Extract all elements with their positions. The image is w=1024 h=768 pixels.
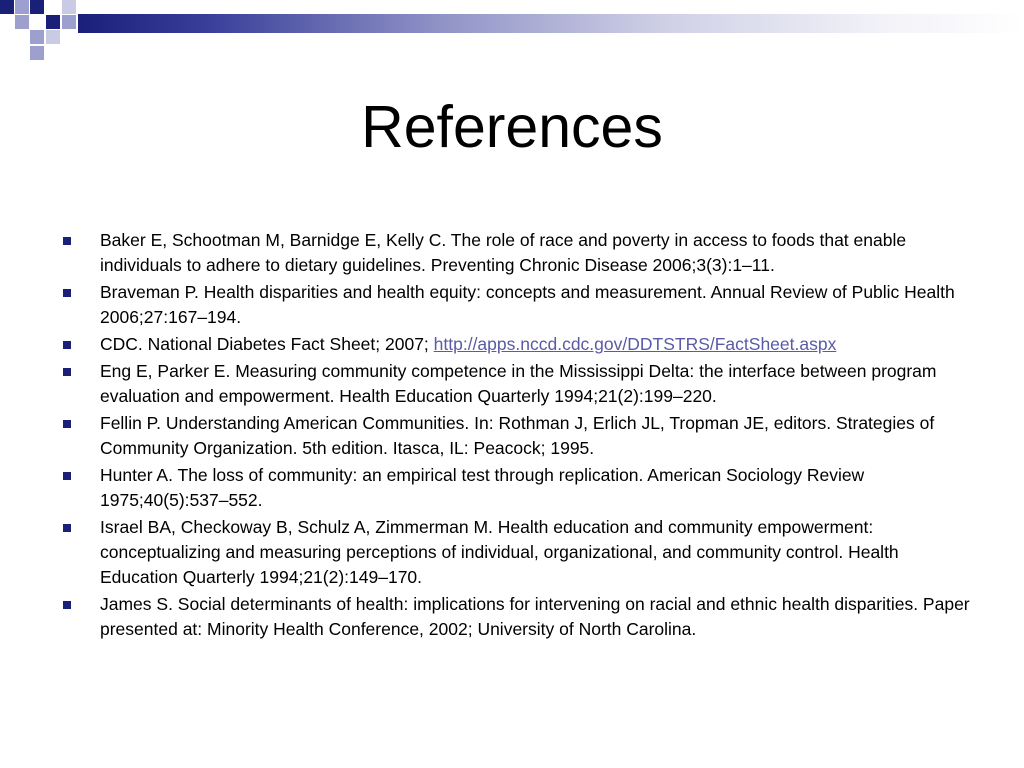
header-square-decoration bbox=[62, 0, 76, 14]
reference-item bbox=[60, 359, 970, 409]
reference-text: Fellin P. Understanding American Communities. In: Rothman J, Erlich JL, Tropman JE, editors. Strategies of Community Organization. 5th edition. Itasca, IL: Peacock; 1995. bbox=[100, 413, 935, 458]
reference-item bbox=[60, 411, 970, 461]
bullet-square-icon bbox=[63, 237, 71, 245]
reference-text: Braveman P. Health disparities and health equity: concepts and measurement. Annual Review of Public Health 2006;27:167–194. bbox=[100, 282, 955, 327]
reference-text: Hunter A. The loss of community: an empirical test through replication. American Sociology Review 1975;40(5):537–552. bbox=[100, 465, 865, 510]
header-square-decoration bbox=[62, 15, 76, 29]
reference-item bbox=[60, 228, 970, 278]
header-square-decoration bbox=[30, 0, 44, 14]
reference-item bbox=[60, 332, 970, 357]
reference-item bbox=[60, 463, 970, 513]
bullet-square-icon bbox=[63, 341, 71, 349]
reference-text: CDC. National Diabetes Fact Sheet; 2007; bbox=[100, 334, 434, 354]
reference-text: Baker E, Schootman M, Barnidge E, Kelly C. The role of race and poverty in access to foods that enable individuals to adhere to dietary guidelines. Preventing Chronic Disease 2006;3(3):1–11. bbox=[100, 230, 907, 275]
header-square-decoration bbox=[30, 30, 44, 44]
reference-item bbox=[60, 515, 970, 590]
bullet-square-icon bbox=[63, 524, 71, 532]
reference-text: James S. Social determinants of health: implications for intervening on racial and ethnic health disparities. Paper presented at: Minority Health Conference, 2002; University of North Carolina. bbox=[100, 594, 970, 639]
header-gradient-bar bbox=[78, 14, 1024, 33]
bullet-square-icon bbox=[63, 472, 71, 480]
header-square-decoration bbox=[30, 46, 44, 60]
header-square-decoration bbox=[15, 15, 29, 29]
reference-text: Israel BA, Checkoway B, Schulz A, Zimmerman M. Health education and community empowerment: conceptualizing and measuring perceptions of individual, organizational, and community control. Health Education Quarterly 1994;21(2):149–170. bbox=[100, 517, 899, 587]
bullet-square-icon bbox=[63, 289, 71, 297]
header-square-decoration bbox=[46, 15, 60, 29]
bullet-square-icon bbox=[63, 420, 71, 428]
bullet-square-icon bbox=[63, 601, 71, 609]
reference-item bbox=[60, 592, 970, 642]
header-square-decoration bbox=[46, 30, 60, 44]
reference-item bbox=[60, 280, 970, 330]
header-square-decoration bbox=[15, 0, 29, 14]
bullet-square-icon bbox=[63, 368, 71, 376]
header-square-decoration bbox=[0, 0, 14, 14]
reference-text: Eng E, Parker E. Measuring community competence in the Mississippi Delta: the interface between program evaluation and empowerment. Health Education Quarterly 1994;21(2):199–220. bbox=[100, 361, 937, 406]
fact-sheet-link[interactable]: http://apps.nccd.cdc.gov/DDTSTRS/FactSheet.aspx bbox=[433, 334, 837, 354]
slide-title: References bbox=[361, 94, 663, 160]
reference-list bbox=[60, 228, 970, 644]
